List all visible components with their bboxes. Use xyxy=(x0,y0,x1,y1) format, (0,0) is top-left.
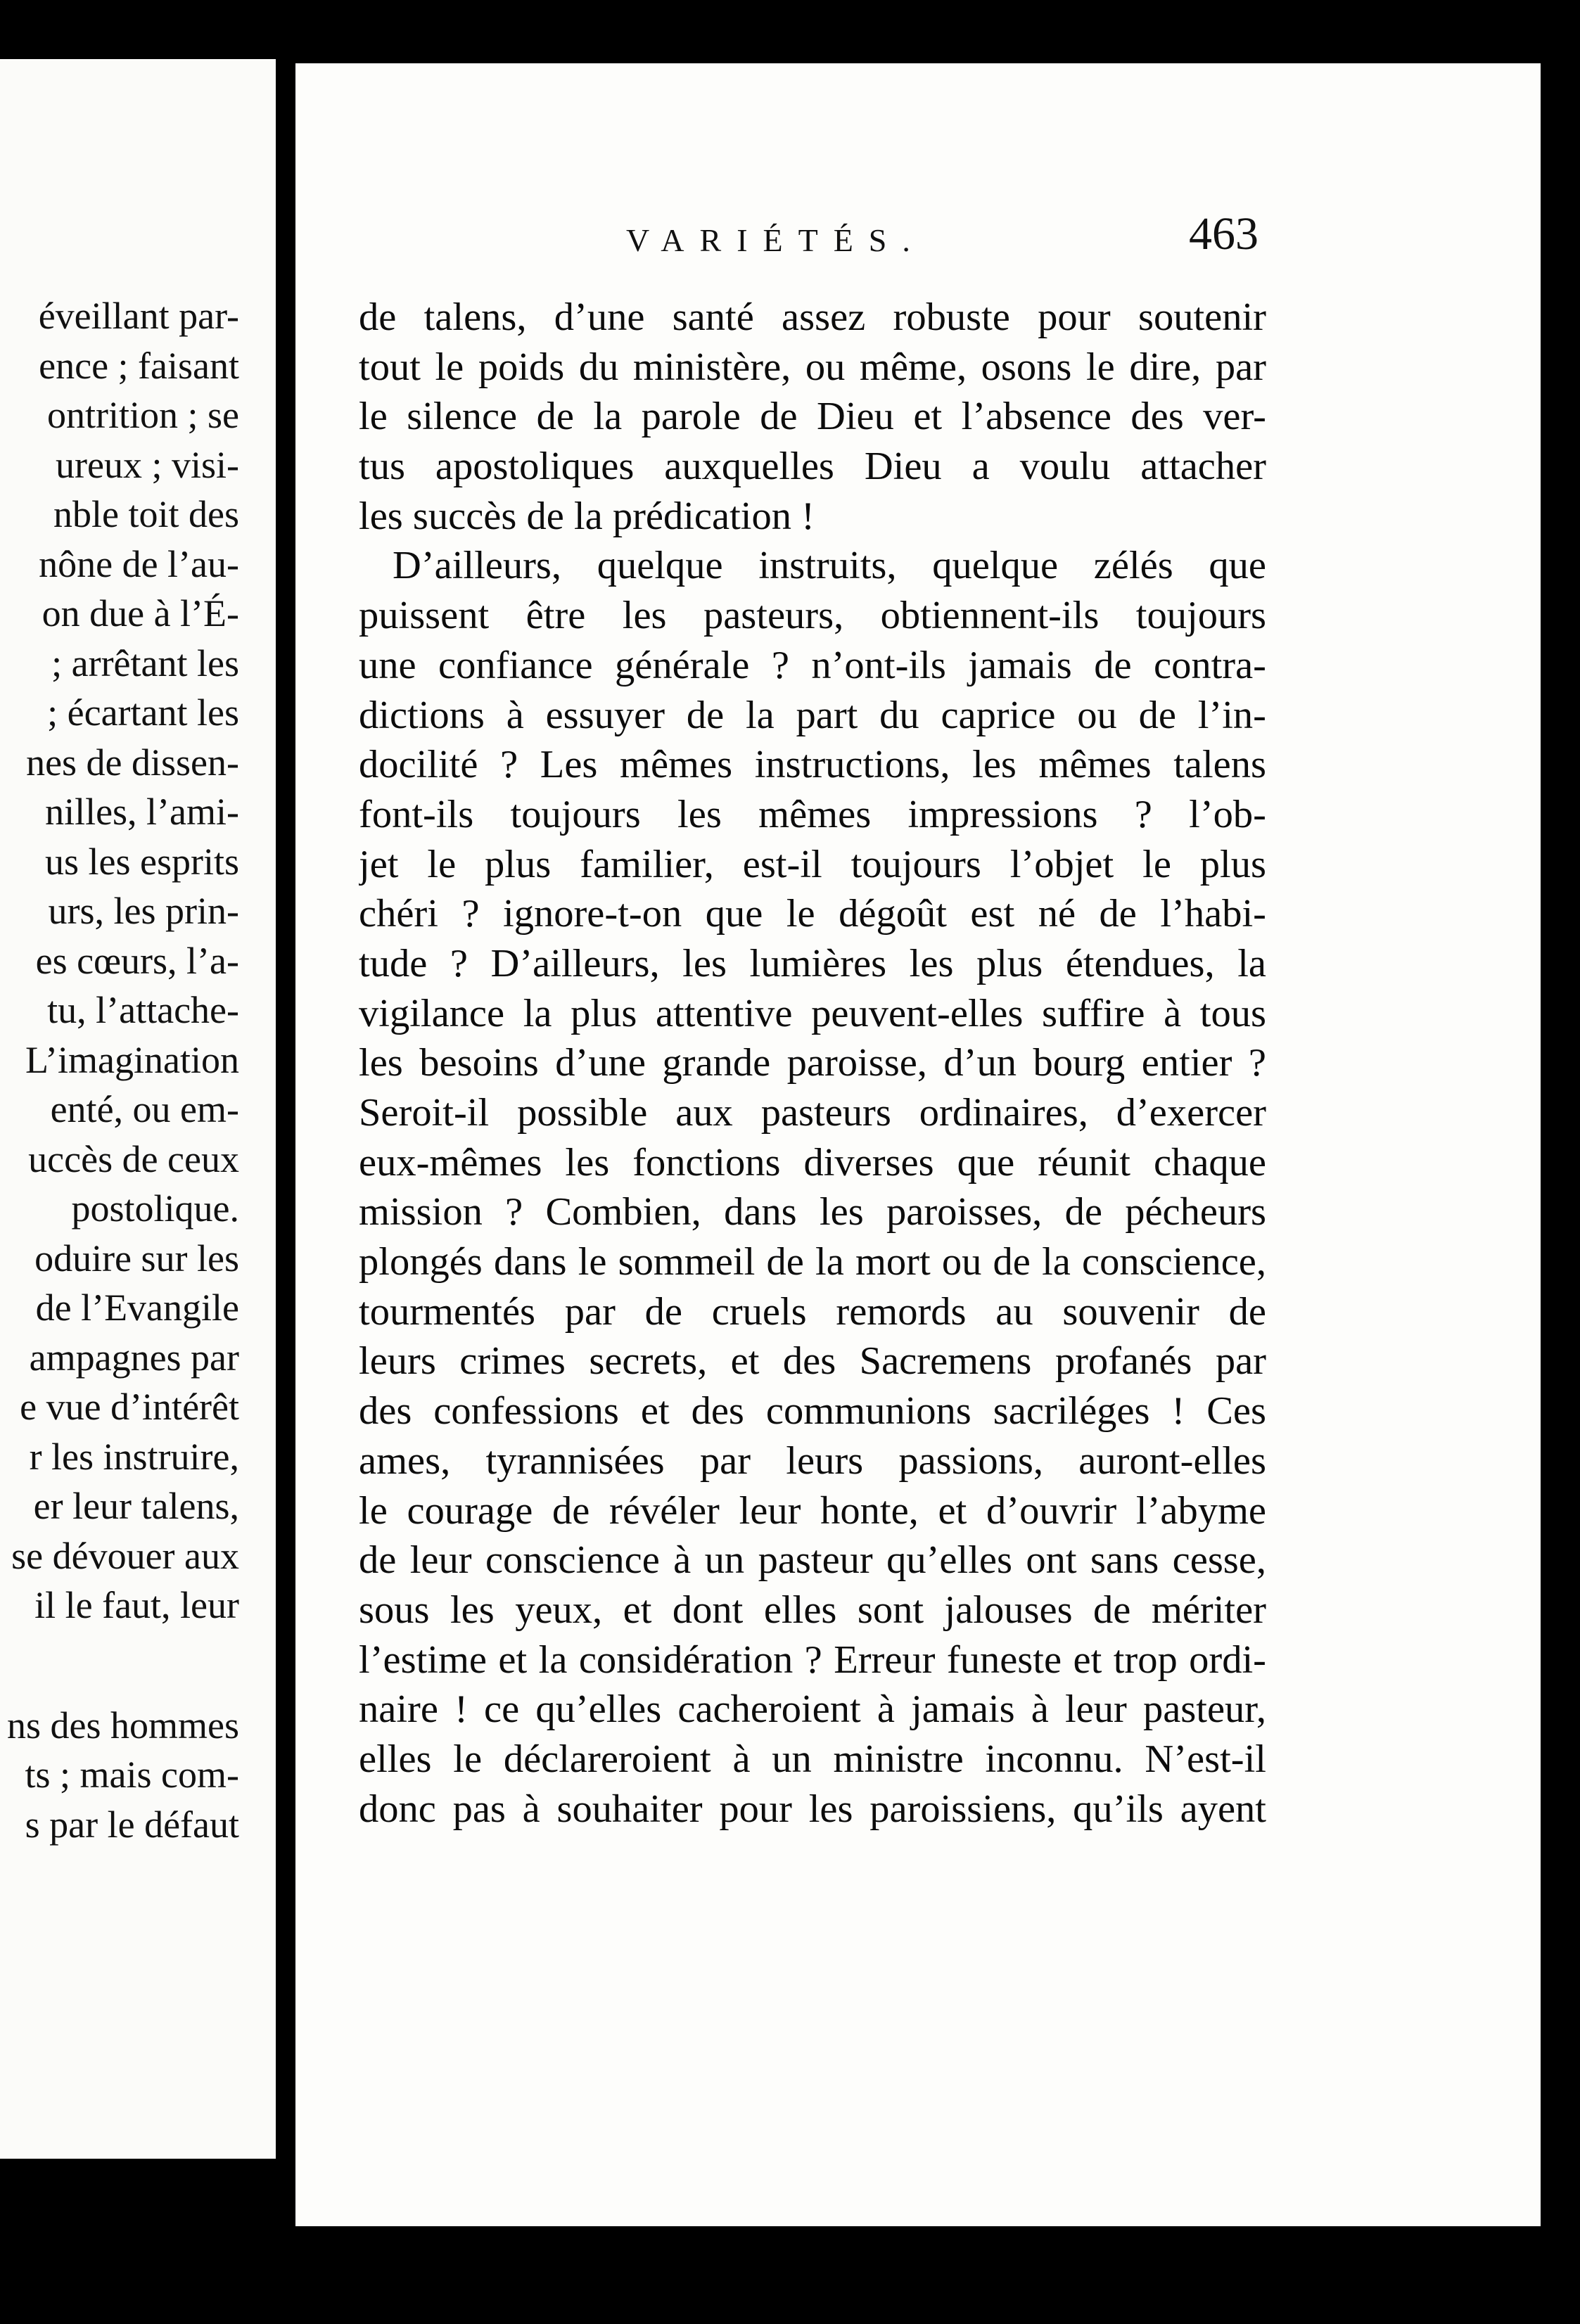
text-line: les besoins d’une grande paroisse, d’un bourg entier ? xyxy=(359,1041,1266,1085)
paragraph-gap xyxy=(7,1630,239,1701)
text-line: de talens, d’une santé assez robuste pour soutenir xyxy=(359,295,1266,339)
text-line: on due à l’É- xyxy=(42,592,239,634)
text-line: plongés dans le sommeil de la mort ou de la conscience, xyxy=(359,1240,1266,1284)
text-line: tu, l’attache- xyxy=(47,989,239,1031)
text-line: mission ? Combien, dans les paroisses, de pécheurs xyxy=(359,1190,1266,1234)
text-line: naire ! ce qu’elles cacheroient à jamais à leur pasteur, xyxy=(359,1687,1266,1732)
text-line: de l’Evangile xyxy=(35,1286,239,1329)
text-line: nble toit des xyxy=(53,493,239,535)
text-line: tourmentés par de cruels remords au souvenir de xyxy=(359,1289,1266,1334)
text-line: r les instruire, xyxy=(29,1435,239,1478)
text-line: nône de l’au- xyxy=(39,542,239,585)
text-line: nilles, l’ami- xyxy=(45,791,239,833)
text-line: leurs crimes secrets, et des Sacremens profanés par xyxy=(359,1339,1266,1384)
text-line: dictions à essuyer de la part du caprice ou de l’in- xyxy=(359,693,1266,737)
text-line: uccès de ceux xyxy=(28,1137,239,1180)
running-head: VARIÉTÉS. xyxy=(626,222,926,258)
text-line: D’ailleurs, quelque instruits, quelque zélés que xyxy=(393,544,1266,588)
text-line: urs, les prin- xyxy=(48,890,239,932)
text-line: il le faut, leur xyxy=(34,1584,239,1626)
text-line: er leur talens, xyxy=(33,1485,239,1527)
text-line: es cœurs, l’a- xyxy=(35,939,239,982)
left-page-text xyxy=(7,291,239,1849)
right-page xyxy=(295,63,1541,2226)
text-line: sous les yeux, et dont elles sont jalouses de mériter xyxy=(359,1588,1266,1632)
text-line: nes de dissen- xyxy=(26,741,239,784)
text-line: eux-mêmes les fonctions diverses que réunit chaque xyxy=(359,1140,1266,1185)
text-line: ; écartant les xyxy=(47,691,239,734)
text-line: donc pas à souhaiter pour les paroissiens, qu’ils ayent xyxy=(359,1787,1266,1831)
text-line: L’imagination xyxy=(25,1038,239,1081)
text-line: de leur conscience à un pasteur qu’elles ont sans cesse, xyxy=(359,1538,1266,1583)
text-line: tus apostoliques auxquelles Dieu a voulu attacher xyxy=(359,445,1266,489)
text-line: éveillant par- xyxy=(38,295,239,337)
text-line: oduire sur les xyxy=(34,1237,239,1279)
text-line: jet le plus familier, est-il toujours l’objet le plus xyxy=(359,842,1266,886)
text-line: le courage de révéler leur honte, et d’ouvrir l’abyme xyxy=(359,1488,1266,1533)
text-line: vigilance la plus attentive peuvent-elles suffire à tous xyxy=(359,991,1266,1035)
page-number: 463 xyxy=(1189,208,1259,260)
text-line: l’estime et la considération ? Erreur funeste et trop ordi- xyxy=(359,1637,1266,1682)
text-line: se dévouer aux xyxy=(11,1534,239,1577)
text-line: ames, tyrannisées par leurs passions, auront-elles xyxy=(359,1438,1266,1483)
text-line: postolique. xyxy=(71,1187,239,1230)
text-line: tude ? D’ailleurs, les lumières les plus étendues, la xyxy=(359,941,1266,985)
left-page xyxy=(0,59,276,2159)
body-text xyxy=(359,293,1266,1834)
text-line: s par le défaut xyxy=(25,1803,239,1846)
text-line: docilité ? Les mêmes instructions, les mêmes talens xyxy=(359,743,1266,787)
text-line: tout le poids du ministère, ou même, osons le dire, par xyxy=(359,345,1266,389)
text-line: ; arrêtant les xyxy=(51,641,239,684)
text-line: elles le déclareroient à un ministre inconnu. N’est-il xyxy=(359,1737,1266,1781)
text-line: ontrition ; se xyxy=(47,394,239,436)
text-line: le silence de la parole de Dieu et l’absence des ver- xyxy=(359,395,1266,439)
text-line: ns des hommes xyxy=(7,1704,239,1747)
text-line: ureux ; visi- xyxy=(56,443,239,486)
text-line: us les esprits xyxy=(45,840,239,883)
text-line: ence ; faisant xyxy=(39,344,239,387)
text-line: font-ils toujours les mêmes impressions ? l’ob- xyxy=(359,792,1266,836)
text-line: ts ; mais com- xyxy=(25,1754,239,1796)
text-line: ampagnes par xyxy=(29,1336,239,1379)
text-line: enté, ou em- xyxy=(50,1088,239,1130)
text-line: des confessions et des communions sacriléges ! Ces xyxy=(359,1389,1266,1434)
text-line: puissent être les pasteurs, obtiennent-ils toujours xyxy=(359,594,1266,638)
text-line: Seroit-il possible aux pasteurs ordinaires, d’exercer xyxy=(359,1091,1266,1135)
text-line: e vue d’intérêt xyxy=(20,1386,239,1428)
text-line: les succès de la prédication ! xyxy=(359,494,815,538)
text-line: chéri ? ignore-t-on que le dégoût est né de l’habi- xyxy=(359,892,1266,936)
text-line: une confiance générale ? n’ont-ils jamais de contra- xyxy=(359,643,1266,687)
